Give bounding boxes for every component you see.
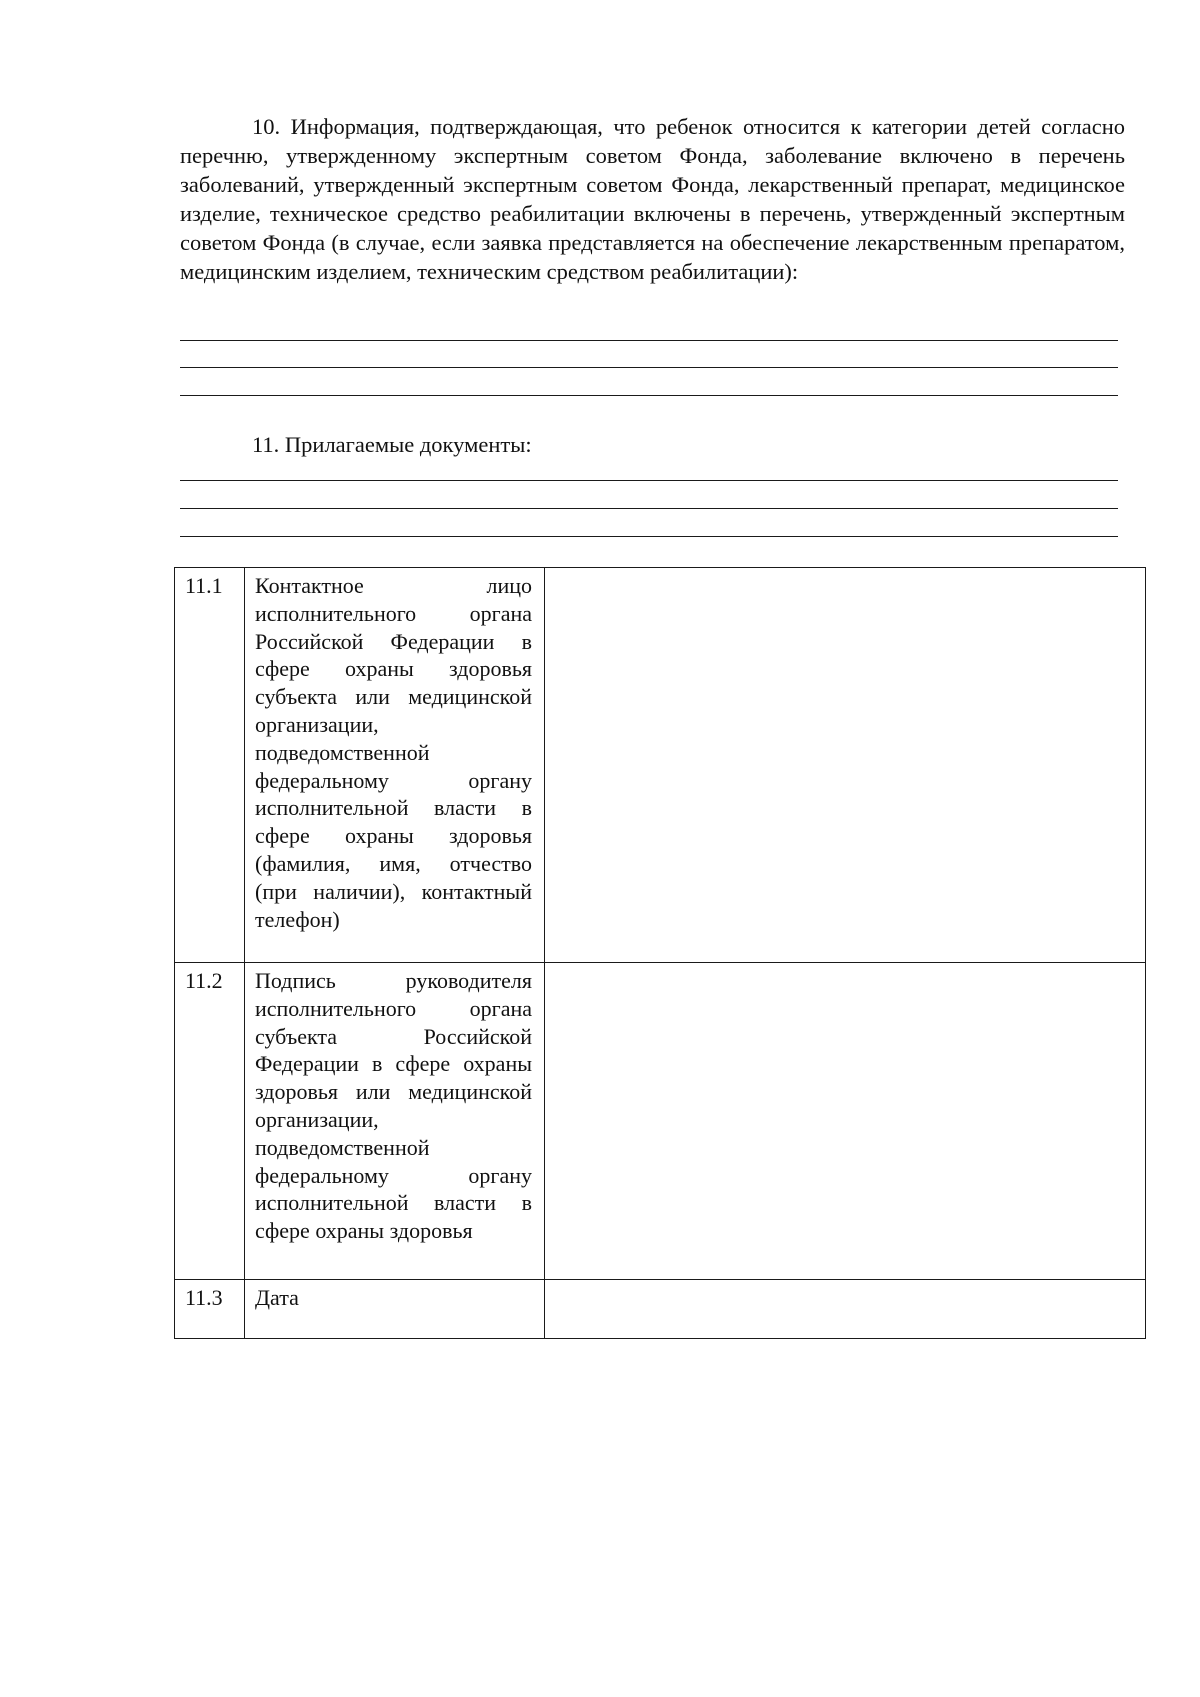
row-number: 11.3: [175, 1280, 245, 1339]
row-number: 11.1: [175, 568, 245, 963]
section-11-heading: 11. Прилагаемые документы:: [252, 432, 532, 457]
section-10-fill-line-3: [180, 395, 1118, 396]
section-10-paragraph: 10. Информация, подтверждающая, что ребенок относится к категории детей согласно перечню, утвержденному экспертным советом Фонда, заболевание включено в перечень заболеваний, утвержденный экспертным советом Фонда, лекарственный препарат, медицинское изделие, техническое средство реабилитации включены в перечень, утвержденный экспертным советом Фонда (в случае, если заявка представляется на обеспечение лекарственным препаратом, медицинским изделием, техническим средством реабилитации):: [180, 114, 1125, 284]
section-11-fill-line-2: [180, 508, 1118, 509]
table-row: [175, 568, 1146, 963]
row-label: Подпись руководителя исполнительного органа субъекта Российской Федерации в сфере охраны здоровья или медицинской организации, подведомственной федеральному органу исполнительной власти в сфере охраны здоровья: [245, 963, 545, 1280]
table-row: [175, 1280, 1146, 1339]
row-label: Контактное лицо исполнительного органа Российской Федерации в сфере охраны здоровья субъекта или медицинской организации, подведомственной федеральному органу исполнительной власти в сфере охраны здоровья (фамилия, имя, отчество (при наличии), контактный телефон): [245, 568, 545, 963]
section-11-fill-line-3: [180, 536, 1118, 537]
contact-person-field[interactable]: [545, 568, 1146, 963]
contact-info-table: [174, 567, 1146, 1339]
row-label: Дата: [245, 1280, 545, 1339]
section-11-fill-line-1: [180, 480, 1118, 481]
section-10-fill-line-2: [180, 367, 1118, 368]
date-field[interactable]: [545, 1280, 1146, 1339]
section-10-fill-line-1: [180, 340, 1118, 341]
signature-field[interactable]: [545, 963, 1146, 1280]
table-row: [175, 963, 1146, 1280]
row-number: 11.2: [175, 963, 245, 1280]
